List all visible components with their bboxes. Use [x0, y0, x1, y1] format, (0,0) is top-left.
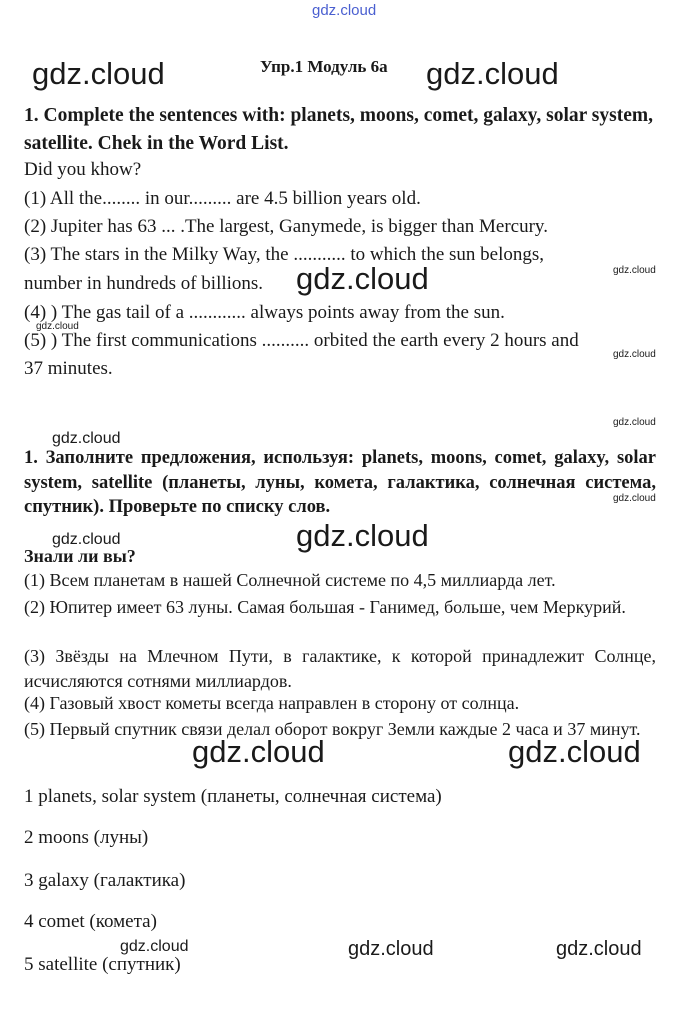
watermark: gdz.cloud — [613, 349, 656, 360]
sentence-ru: (4) Газовый хвост кометы всегда направлен в сторону от солнца. — [24, 693, 520, 713]
sentence-en: (4) ) The gas tail of a ............ always points away from the sun. — [24, 302, 505, 323]
watermark: gdz.cloud — [192, 734, 325, 769]
znali-li-vy-label: Знали ли вы? — [24, 546, 136, 566]
watermark: gdz.cloud — [32, 56, 165, 91]
watermark: gdz.cloud — [508, 734, 641, 769]
watermark: gdz.cloud — [52, 531, 121, 548]
sentence-ru: (3) Звёзды на Млечном Пути, в галактике, к которой принадлежит Солнце, исчисляются сотнями миллиардов. — [24, 646, 656, 691]
watermark: gdz.cloud — [426, 56, 559, 91]
answer-item: 1 planets, solar system (планеты, солнечная система) — [24, 786, 442, 807]
task-heading-ru: 1. Заполните предложения, используя: planets, moons, comet, galaxy, solar system, satellite (планеты, луны, комета, галактика, солнечная система, спутник). Проверьте по списку слов. — [24, 448, 656, 517]
watermark-top: gdz.cloud — [312, 2, 377, 19]
answer-item: 2 moons (луны) — [24, 827, 149, 848]
sentence-ru: (5) Первый спутник связи делал оборот вокруг Земли каждые 2 часа и 37 минут. — [24, 719, 641, 739]
task-heading-en: 1. Complete the sentences with: planets, moons, comet, galaxy, solar system, satellite. Chek in the Word List. — [24, 105, 653, 154]
sentence-ru: (2) Юпитер имеет 63 луны. Самая большая - Ганимед, больше, чем Меркурий. — [24, 597, 626, 617]
answer-item: 5 satellite (спутник) — [24, 954, 181, 975]
watermark: gdz.cloud — [52, 430, 121, 447]
sentence-en: (3) The stars in the Milky Way, the ........... to which the sun belongs, — [24, 244, 545, 265]
watermark: gdz.cloud — [296, 261, 429, 296]
watermark: gdz.cloud — [556, 938, 642, 960]
page-title: Упр.1 Модуль 6а — [260, 57, 388, 76]
sentence-en-continuation: 37 minutes. — [24, 358, 113, 379]
sentence-en: (5) ) The first communications .......... orbited the earth every 2 hours and — [24, 330, 579, 351]
sentence-ru: (1) Всем планетам в нашей Солнечной системе по 4,5 миллиарда лет. — [24, 570, 556, 590]
watermark: gdz.cloud — [613, 265, 656, 276]
sentence-en: (2) Jupiter has 63 ... .The largest, Ganymede, is bigger than Mercury. — [24, 216, 548, 237]
watermark: gdz.cloud — [120, 938, 189, 955]
watermark: gdz.cloud — [613, 417, 656, 428]
sentence-en-continuation: number in hundreds of billions. — [24, 273, 264, 294]
did-you-know-label: Did you khow? — [24, 159, 142, 180]
watermark: gdz.cloud — [296, 518, 429, 553]
watermark: gdz.cloud — [348, 938, 434, 960]
watermark: gdz.cloud — [36, 321, 79, 332]
answer-item: 4 comet (комета) — [24, 911, 157, 932]
sentence-en: (1) All the........ in our......... are 4.5 billion years old. — [24, 188, 421, 209]
watermark: gdz.cloud — [613, 493, 656, 504]
answer-item: 3 galaxy (галактика) — [24, 870, 186, 891]
